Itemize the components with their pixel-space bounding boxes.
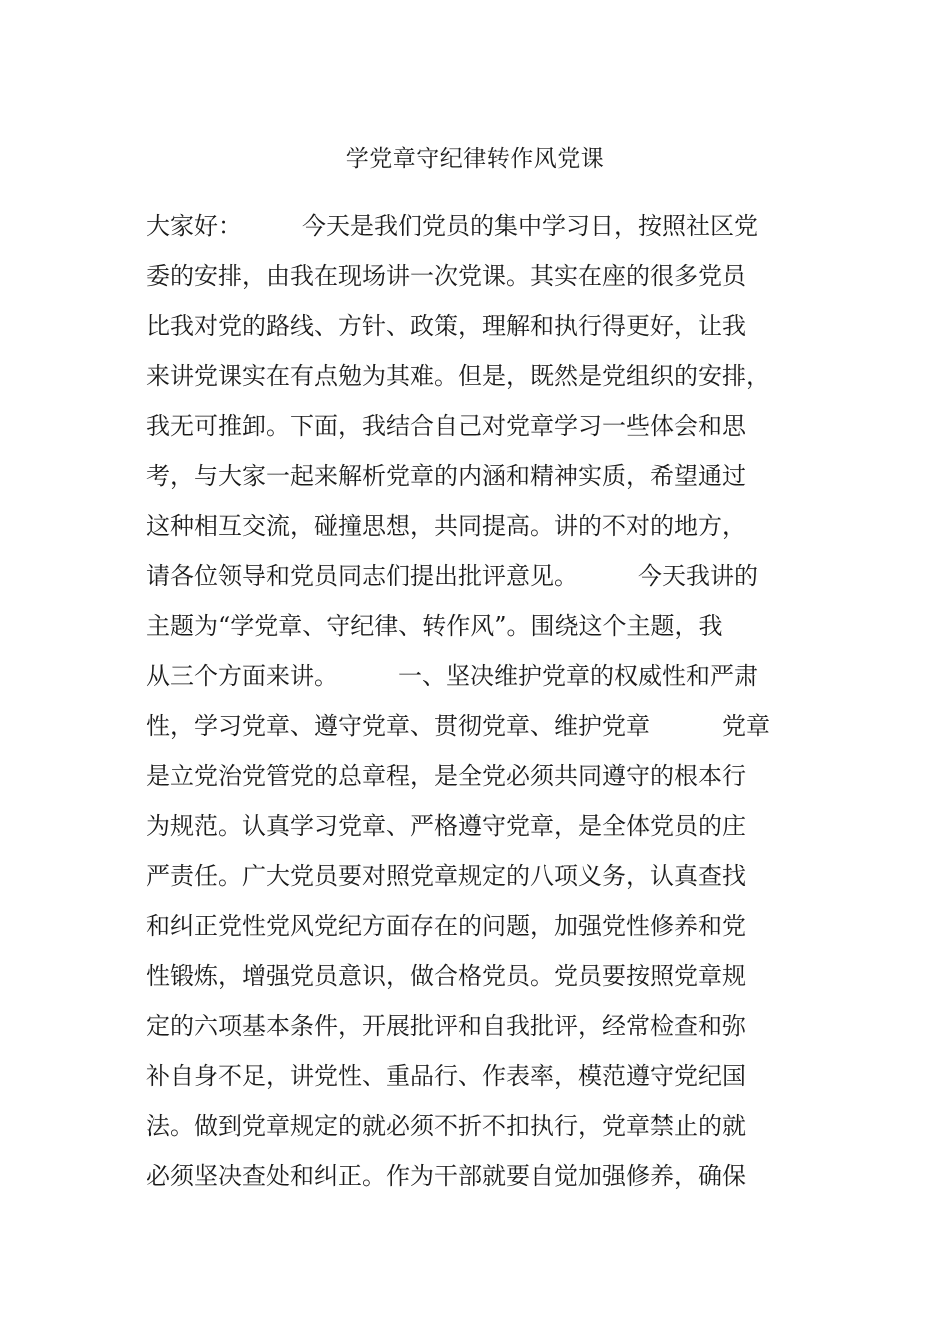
body-line: 考，与大家一起来解析党章的内涵和精神实质，希望通过 bbox=[146, 462, 746, 490]
body-line: 为规范。认真学习党章、严格遵守党章，是全体党员的庄 bbox=[146, 812, 746, 840]
document-body bbox=[146, 201, 796, 1201]
body-line: 是立党治党管党的总章程，是全党必须共同遵守的根本行 bbox=[146, 762, 746, 790]
body-line: 法。做到党章规定的就必须不折不扣执行，党章禁止的就 bbox=[146, 1112, 746, 1140]
body-line: 性，学习党章、遵守党章、贯彻党章、维护党章 党章 bbox=[146, 712, 770, 740]
body-line: 比我对党的路线、方针、政策，理解和执行得更好，让我 bbox=[146, 312, 746, 340]
body-line: 请各位领导和党员同志们提出批评意见。 今天我讲的 bbox=[146, 562, 758, 590]
body-line: 定的六项基本条件，开展批评和自我批评，经常检查和弥 bbox=[146, 1012, 746, 1040]
body-line: 大家好： 今天是我们党员的集中学习日，按照社区党 bbox=[146, 212, 758, 240]
body-line: 严责任。广大党员要对照党章规定的八项义务，认真查找 bbox=[146, 862, 746, 890]
body-line: 我无可推卸。下面，我结合自己对党章学习一些体会和思 bbox=[146, 412, 746, 440]
body-line: 补自身不足，讲党性、重品行、作表率，模范遵守党纪国 bbox=[146, 1062, 746, 1090]
body-line: 性锻炼，增强党员意识，做合格党员。党员要按照党章规 bbox=[146, 962, 746, 990]
body-line: 和纠正党性党风党纪方面存在的问题，加强党性修养和党 bbox=[146, 912, 746, 940]
body-line: 必须坚决查处和纠正。作为干部就要自觉加强修养，确保 bbox=[146, 1162, 746, 1190]
body-line: 委的安排，由我在现场讲一次党课。其实在座的很多党员 bbox=[146, 262, 746, 290]
body-line: 这种相互交流，碰撞思想，共同提高。讲的不对的地方， bbox=[146, 512, 746, 540]
body-line: 主题为“学党章、守纪律、转作风”。围绕这个主题，我 bbox=[146, 612, 723, 640]
body-line: 来讲党课实在有点勉为其难。但是，既然是党组织的安排， bbox=[146, 362, 770, 390]
document-title: 学党章守纪律转作风党课 bbox=[345, 146, 605, 172]
body-line: 从三个方面来讲。 一、坚决维护党章的权威性和严肃 bbox=[146, 662, 758, 690]
